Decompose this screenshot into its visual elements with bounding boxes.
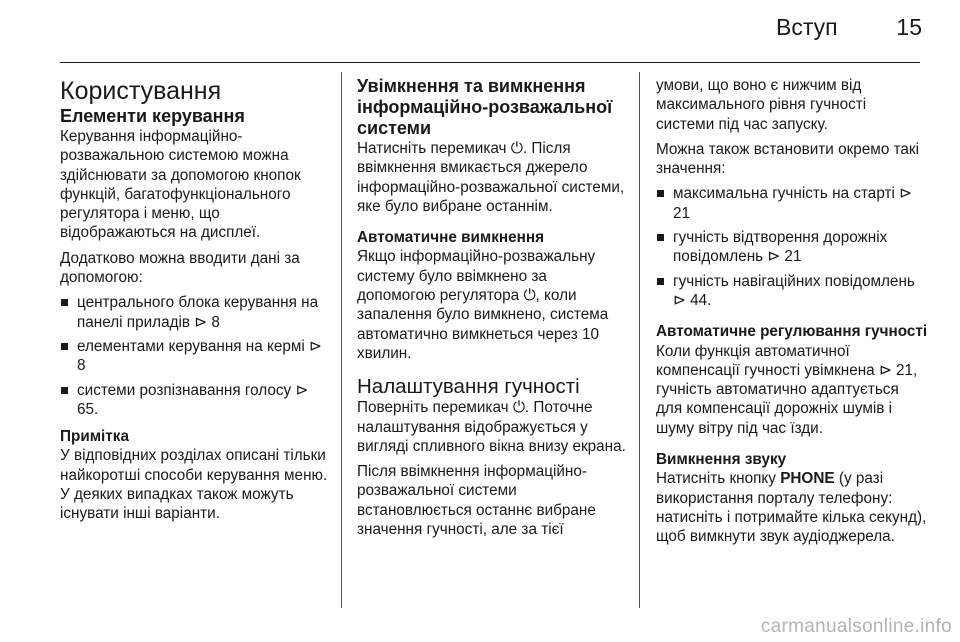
- subheading-mute: Вимкнення звуку: [656, 451, 787, 469]
- list-item: елементами керування на кермі ⊳ 8: [60, 337, 332, 376]
- phone-key-label: PHONE: [780, 470, 835, 488]
- header-rule: [60, 62, 920, 63]
- column-divider: [341, 72, 342, 608]
- paragraph-mute: [656, 469, 928, 546]
- page-header: [0, 0, 960, 62]
- paragraph-auto-off: Якщо інформаційно-розважальну систему було ввімкнено за допомогою регулятора ⏻, коли запалення було вимкнено, система автоматично вимкнеться через 10 хвилин.: [357, 248, 609, 362]
- subheading-controls: Елементи керування: [60, 106, 245, 126]
- page-number: 15: [896, 14, 922, 40]
- note-text: У відповідних розділах описані тільки найкоротші способи керування меню. У деяких випадках також можуть існувати інші варіанти.: [60, 447, 328, 523]
- section-heading-usage: Користування: [60, 77, 222, 105]
- section-title: Вступ: [776, 14, 838, 40]
- list-item: гучність відтворення дорожніх повідомлень ⊳ 21: [656, 228, 928, 267]
- subheading-auto-off: Автоматичне вимкнення: [357, 229, 545, 247]
- list-item: максимальна гучність на старті ⊳ 21: [656, 184, 928, 223]
- column-divider: [639, 72, 640, 608]
- middle-column: [357, 76, 629, 545]
- list-item: центрального блока керування на панелі приладів ⊳ 8: [60, 293, 332, 332]
- paragraph-auto-volume: Коли функція автоматичної компенсації гучності увімкнена ⊳ 21, гучність автоматично адаптується для компенсації дорожніх шумів і шуму вітру під час їзди.: [656, 342, 918, 437]
- note-title: Примітка: [60, 428, 129, 446]
- volume-values-list: [656, 184, 928, 310]
- paragraph-controls-intro: Керування інформаційно-розважальною системою можна здійснювати за допомогою кнопок функцій, багатофункціонального регулятора і меню, що відображаються на дисплеї.: [60, 128, 301, 242]
- watermark: carmanualsonline.info: [760, 616, 952, 637]
- paragraph-power-on: Натисніть перемикач ⏻. Після ввімкнення вмикається джерело інформаційно-розважальної системи, яке було вибране останнім.: [357, 140, 625, 215]
- list-item: системи розпізнавання голосу ⊳ 65.: [60, 381, 332, 420]
- paragraph-separate-values: Можна також встановити окремо такі значення:: [656, 140, 920, 178]
- left-column: [60, 76, 332, 524]
- list-item: гучність навігаційних повідомлень ⊳ 44.: [656, 272, 928, 311]
- subheading-auto-volume: Автоматичне регулювання гучності: [656, 323, 928, 341]
- mute-text-pre: Натисніть кнопку: [656, 470, 781, 488]
- paragraph-volume-turn: Поверніть перемикач ⏻. Поточне налаштування відображується у вигляді спливного вікна внизу екрана.: [357, 399, 626, 455]
- mute-text-post: (у разі використання порталу телефону: натисніть і потримайте кілька секунд), щоб вимкнути звук аудіоджерела.: [656, 470, 927, 546]
- paragraph-input-intro: Додатково можна вводити дані за допомогою:: [60, 249, 300, 287]
- input-methods-list: [60, 293, 332, 419]
- paragraph-volume-startup: Після ввімкнення інформаційно-розважальної системи встановлюється останнє вибране значення гучності, але за тієї: [357, 463, 596, 539]
- note-block: [60, 427, 332, 523]
- right-column: [656, 76, 928, 553]
- subheading-power: Увімкнення та вимкнення інформаційно-розважальної системи: [357, 76, 613, 138]
- paragraph-volume-cont: умови, що воно є нижчим від максимального рівня гучності системи під час запуску.: [656, 77, 867, 133]
- subheading-volume: Налаштування гучності: [357, 375, 580, 399]
